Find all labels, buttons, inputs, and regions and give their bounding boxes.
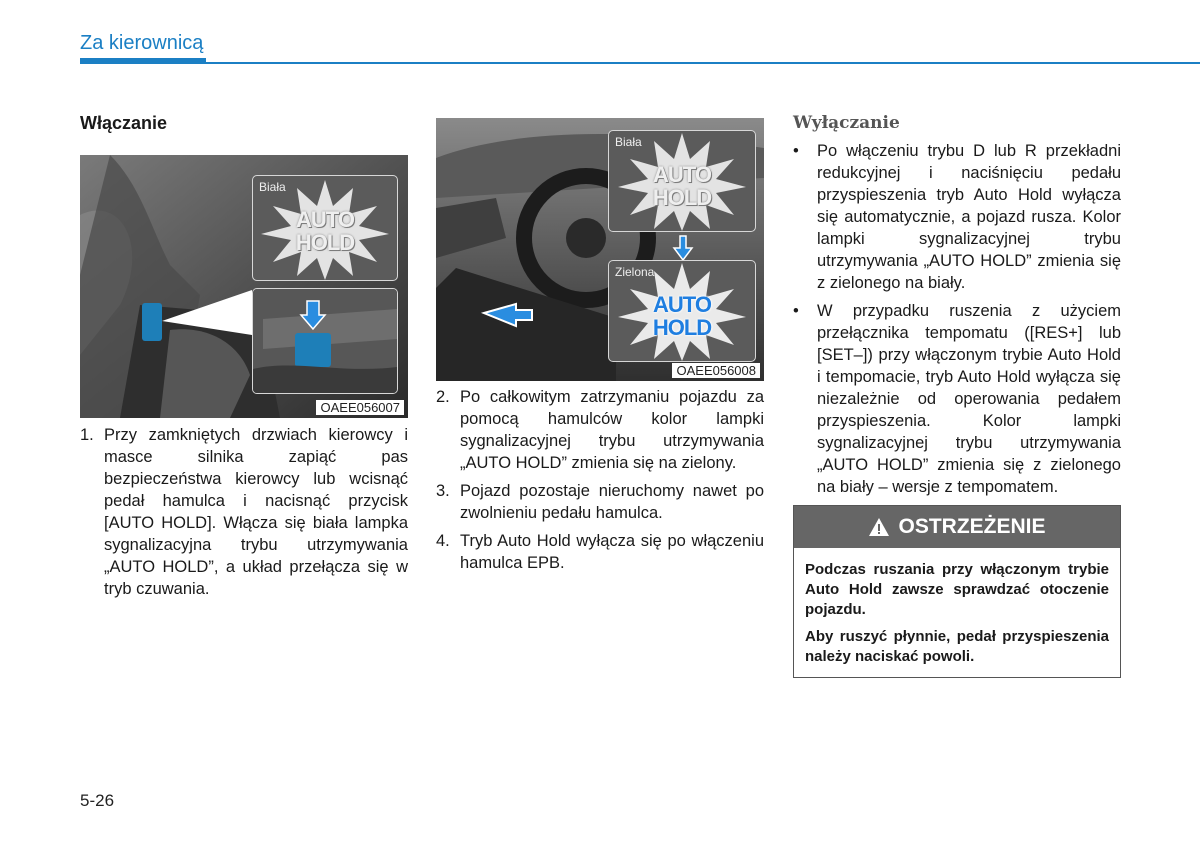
warning-paragraph: Aby ruszyć płynnie, pedał przyspieszenia należy naciskać powoli. bbox=[805, 628, 1109, 665]
bullet-list-right bbox=[793, 140, 1121, 504]
auto-hold-text-line2: HOLD bbox=[652, 185, 712, 210]
list-item bbox=[793, 300, 1121, 498]
list-item-text: Tryb Auto Hold wyłącza się po włączeniu hamulca EPB. bbox=[460, 532, 764, 572]
inset-label-white: Biała bbox=[615, 135, 642, 149]
button-closeup-inset bbox=[252, 288, 398, 394]
figure-auto-hold-button bbox=[80, 155, 408, 418]
inset-label-white: Biała bbox=[259, 180, 286, 194]
list-item-text: Po włączeniu trybu D lub R przekładni redukcyjnej i naciśnięciu pedału przyspieszenia tryb Auto Hold wyłącza się automatycznie, a pojazd rusza. Kolor lampki sygnalizacyjnej trybu utrzymywania „AUTO HOLD” zmienia się z zielonego na biały. bbox=[817, 142, 1121, 292]
list-item-number: 1. bbox=[80, 426, 94, 444]
list-item-text: Pojazd pozostaje nieruchomy nawet po zwolnieniu pedału hamulca. bbox=[460, 482, 764, 522]
auto-hold-text-line2: HOLD bbox=[652, 315, 712, 340]
steps-list-left bbox=[80, 424, 408, 606]
auto-hold-text-line1: AUTO bbox=[296, 207, 354, 232]
warning-header bbox=[794, 506, 1120, 548]
figure-code: OAEE056008 bbox=[672, 363, 760, 378]
heading-wlaczanie: Włączanie bbox=[80, 113, 168, 133]
list-item-number: 2. bbox=[436, 388, 450, 406]
bullet-mark: • bbox=[793, 302, 799, 320]
list-item bbox=[436, 480, 764, 524]
auto-hold-text-line2: HOLD bbox=[295, 230, 355, 255]
warning-box bbox=[793, 505, 1121, 678]
list-item-number: 3. bbox=[436, 482, 450, 500]
header-rule bbox=[206, 62, 1200, 64]
section-title-underline bbox=[80, 58, 206, 64]
steps-list-middle bbox=[436, 386, 764, 580]
list-item bbox=[436, 386, 764, 474]
figure-code: OAEE056007 bbox=[316, 400, 404, 415]
warning-triangle-icon bbox=[868, 517, 890, 537]
indicator-inset-white bbox=[608, 130, 756, 232]
figure-dashboard bbox=[436, 118, 764, 381]
list-item-text: Po całkowitym zatrzymaniu pojazdu za pomocą hamulców kolor lampki sygnalizacyjnej trybu utrzymywania „AUTO HOLD” zmienia się na zielony. bbox=[460, 388, 764, 472]
heading-wylaczanie: Wyłączanie bbox=[793, 113, 900, 133]
list-item bbox=[436, 530, 764, 574]
list-item-text: Przy zamkniętych drzwiach kierowcy i masce silnika zapiąć pas bezpieczeństwa kierowcy lub wcisnąć pedał hamulca i nacisnąć przycisk [AUTO HOLD]. Włącza się biała lampka sygnalizacyjna trybu utrzymywania „AUTO HOLD”, a układ przełącza się w tryb czuwania. bbox=[104, 426, 408, 598]
list-item-text: W przypadku ruszenia z użyciem przełącznika tempomatu ([RES+] lub [SET–]) przy włączonym trybie Auto Hold i tempomacie, tryb Auto Hold wyłącza się niezależnie od operowania pedałem przyspieszenia. Kolor lampki sygnalizacyjnej trybu utrzymywania „AUTO HOLD” zmienia się z zielonego na biały – wersje z tempomatem. bbox=[817, 302, 1121, 496]
bullet-mark: • bbox=[793, 142, 799, 160]
section-title: Za kierownicą bbox=[80, 32, 204, 54]
page-number: 5-26 bbox=[80, 791, 115, 810]
list-item bbox=[793, 140, 1121, 294]
auto-hold-text-line1: AUTO bbox=[653, 162, 711, 187]
warning-paragraph: Podczas ruszania przy włączonym trybie Auto Hold zawsze sprawdzać otoczenie pojazdu. bbox=[805, 561, 1109, 618]
auto-hold-button-icon bbox=[253, 289, 397, 393]
inset-label-green: Zielona bbox=[615, 265, 655, 279]
indicator-inset-green bbox=[608, 260, 756, 362]
list-item-number: 4. bbox=[436, 532, 450, 550]
list-item bbox=[80, 424, 408, 600]
auto-hold-text-line1: AUTO bbox=[653, 292, 711, 317]
indicator-inset-white bbox=[252, 175, 398, 281]
warning-body bbox=[794, 548, 1120, 667]
warning-title: OSTRZEŻENIE bbox=[898, 515, 1046, 538]
